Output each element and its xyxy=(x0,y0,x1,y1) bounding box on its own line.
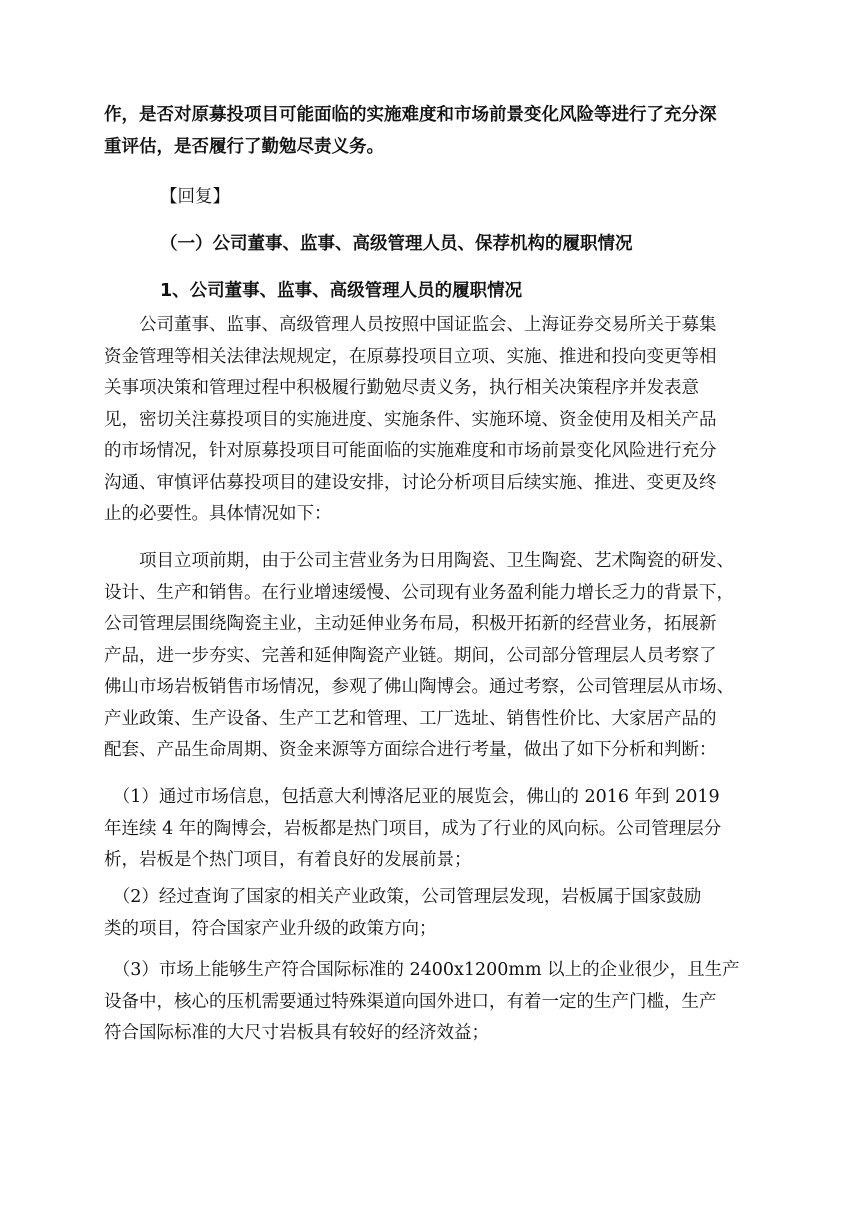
list-item-3 xyxy=(104,955,740,1050)
list-item-line: 设备中，核心的压机需要通过特殊渠道向国外进口，有着一定的生产门槛，生产 xyxy=(104,991,717,1012)
list-item-line: 析，岩板是个热门项目，有着良好的发展前景； xyxy=(104,850,472,870)
paragraph-line: 见，密切关注募投项目的实施进度、实施条件、实施环境、资金使用及相关产品 xyxy=(104,409,717,430)
intro-paragraph xyxy=(104,100,734,163)
list-item-1 xyxy=(104,782,734,877)
paragraph-line: 公司董事、监事、高级管理人员按照中国证监会、上海证券交易所关于募集 xyxy=(139,315,717,335)
section-heading: （一）公司董事、监事、高级管理人员、保荐机构的履职情况 xyxy=(160,234,633,254)
paragraph-line: 的市场情况，针对原募投项目可能面临的实施难度和市场前景变化风险进行充分 xyxy=(104,441,717,461)
reply-label: 【回复】 xyxy=(160,187,230,207)
paragraph-line: 产品，进一步夯实、完善和延伸陶瓷产业链。期间，公司部分管理层人员考察了 xyxy=(104,645,717,666)
paragraph-project-initiation xyxy=(104,546,734,767)
paragraph-line: 设计、生产和销售。在行业增速缓慢、公司现有业务盈利能力增长乏力的背景下， xyxy=(104,582,734,603)
paragraph-line: 项目立项前期，由于公司主营业务为日用陶瓷、卫生陶瓷、艺术陶瓷的研发、 xyxy=(139,551,734,571)
paragraph-line: 止的必要性。具体情况如下： xyxy=(104,504,332,524)
paragraph-line: 公司管理层围绕陶瓷主业，主动延伸业务布局，积极开拓新的经营业务，拓展新 xyxy=(104,614,717,634)
paragraph-duties xyxy=(104,310,734,531)
paragraph-line: 资金管理等相关法律法规规定，在原募投项目立项、实施、推进和投向变更等相 xyxy=(104,346,717,367)
list-item-line: （2）经过查询了国家的相关产业政策，公司管理层发现，岩板属于国家鼓励 xyxy=(112,887,702,907)
list-item-line: （1）通过市场信息，包括意大利博洛尼亚的展览会，佛山的 2016 年到 2019 xyxy=(112,787,720,807)
subsection-heading: 1、公司董事、监事、高级管理人员的履职情况 xyxy=(160,281,523,301)
list-item-2 xyxy=(104,882,734,945)
paragraph-line: 关事项决策和管理过程中积极履行勤勉尽责义务，执行相关决策程序并发表意 xyxy=(104,378,699,398)
paragraph-line: 配套、产品生命周期、资金来源等方面综合进行考量，做出了如下分析和判断： xyxy=(104,740,717,760)
paragraph-line: 沟通、审慎评估募投项目的建设安排，讨论分析项目后续实施、推进、变更及终 xyxy=(104,472,717,493)
paragraph-line: 佛山市场岩板销售市场情况，参观了佛山陶博会。通过考察，公司管理层从市场、 xyxy=(104,677,734,697)
paragraph-line: 产业政策、生产设备、生产工艺和管理、工厂选址、销售性价比、大家居产品的 xyxy=(104,708,717,729)
list-item-line: 符合国际标准的大尺寸岩板具有较好的经济效益； xyxy=(104,1023,489,1043)
list-item-line: （3）市场上能够生产符合国际标准的 2400x1200mm 以上的企业很少，且生产 xyxy=(112,960,740,980)
list-item-line: 类的项目，符合国家产业升级的政策方向； xyxy=(104,918,437,939)
list-item-line: 年连续 4 年的陶博会，岩板都是热门项目，成为了行业的风向标。公司管理层分 xyxy=(104,818,722,839)
intro-line: 作，是否对原募投项目可能面临的实施难度和市场前景变化风险等进行了充分深 xyxy=(104,105,717,125)
intro-line: 重评估，是否履行了勤勉尽责义务。 xyxy=(104,136,384,157)
